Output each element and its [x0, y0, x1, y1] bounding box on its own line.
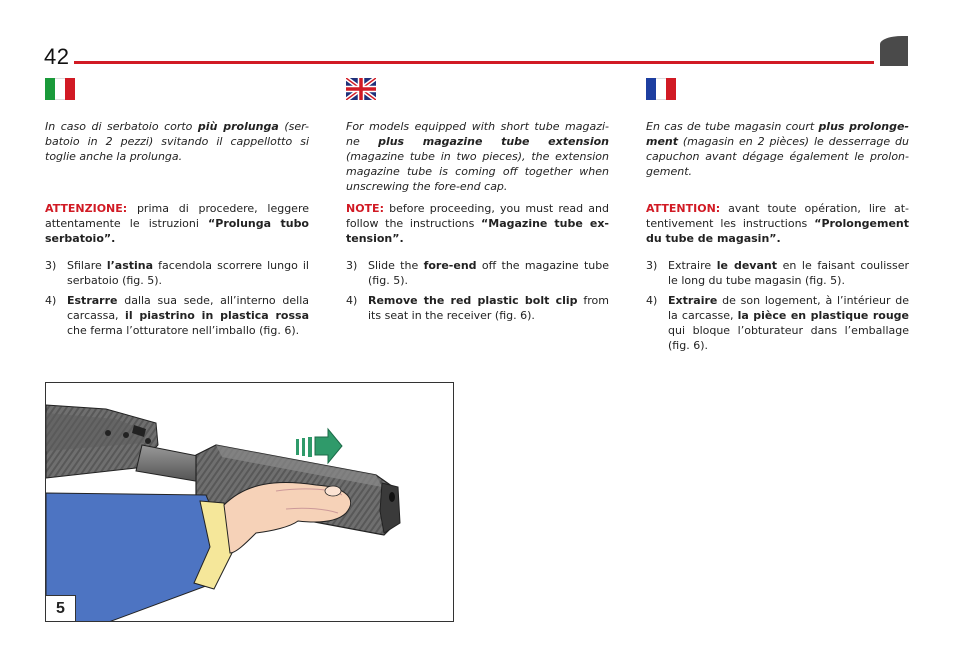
- step-item: 4) Remove the red plastic bolt clip from its seat in the receiver (fig. 6).: [346, 294, 609, 322]
- header-rule: [74, 61, 874, 64]
- direction-arrow-icon: [296, 429, 342, 463]
- section-tab: [880, 36, 908, 66]
- steps-english: [346, 258, 609, 328]
- warning-italian: ATTENZIONE: prima di procedere, leggere attentamente le istruzioni “Prolunga tubo serbatoio”.: [45, 202, 309, 245]
- step-item: 4) Estrarre dalla sua sede, all’interno della carcassa, il piastrino in plastica rossa che ferma l’otturatore nell’imballo (fig. 6).: [45, 294, 309, 337]
- figure-label: 5: [46, 595, 76, 621]
- step-item: 3) Sfilare l’astina facendola scorrere lungo il serbatoio (fig. 5).: [45, 259, 309, 287]
- warning-french: ATTENTION: avant toute opération, lire at-tentivement les instructions “Prolongement du tube de magasin”.: [646, 202, 909, 245]
- step-item: 4) Extraire de son logement, à l’intérieur de la carcasse, la pièce en plastique rouge qui bloque l’obturateur dans l’emballage (fig. 6).: [646, 294, 909, 352]
- step-item: 3) Slide the fore-end off the magazine tube (fig. 5).: [346, 259, 609, 287]
- french-flag-icon: [646, 78, 676, 100]
- uk-flag-icon: [346, 78, 376, 100]
- page-number: 42: [44, 44, 70, 69]
- figure-5: [45, 382, 454, 622]
- intro-italian: In caso di serbatoio corto più prolunga (ser-batoio in 2 pezzi) svitando il cappellotto si toglie anche la prolunga.: [45, 120, 310, 163]
- steps-french: [646, 258, 909, 358]
- shotgun-forend-illustration: [46, 383, 454, 622]
- intro-french: En cas de tube magasin court plus prolonge-ment (magasin en 2 pièces) le desserrage du capuchon avant dégage également le prolon-gement.: [646, 120, 909, 178]
- steps-italian: [45, 258, 309, 343]
- warning-english: NOTE: before proceeding, you must read and follow the instructions “Magazine tube ex-tension”.: [346, 202, 609, 245]
- intro-english: For models equipped with short tube magazi-ne plus magazine tube extension (magazine tube in two pieces), the extension magazine tube is coming off together when unscrewing the fore-end cap.: [346, 120, 609, 193]
- step-item: 3) Extraire le devant en le faisant coulisser le long du tube magasin (fig. 5).: [646, 259, 910, 287]
- italian-flag-icon: [45, 78, 75, 100]
